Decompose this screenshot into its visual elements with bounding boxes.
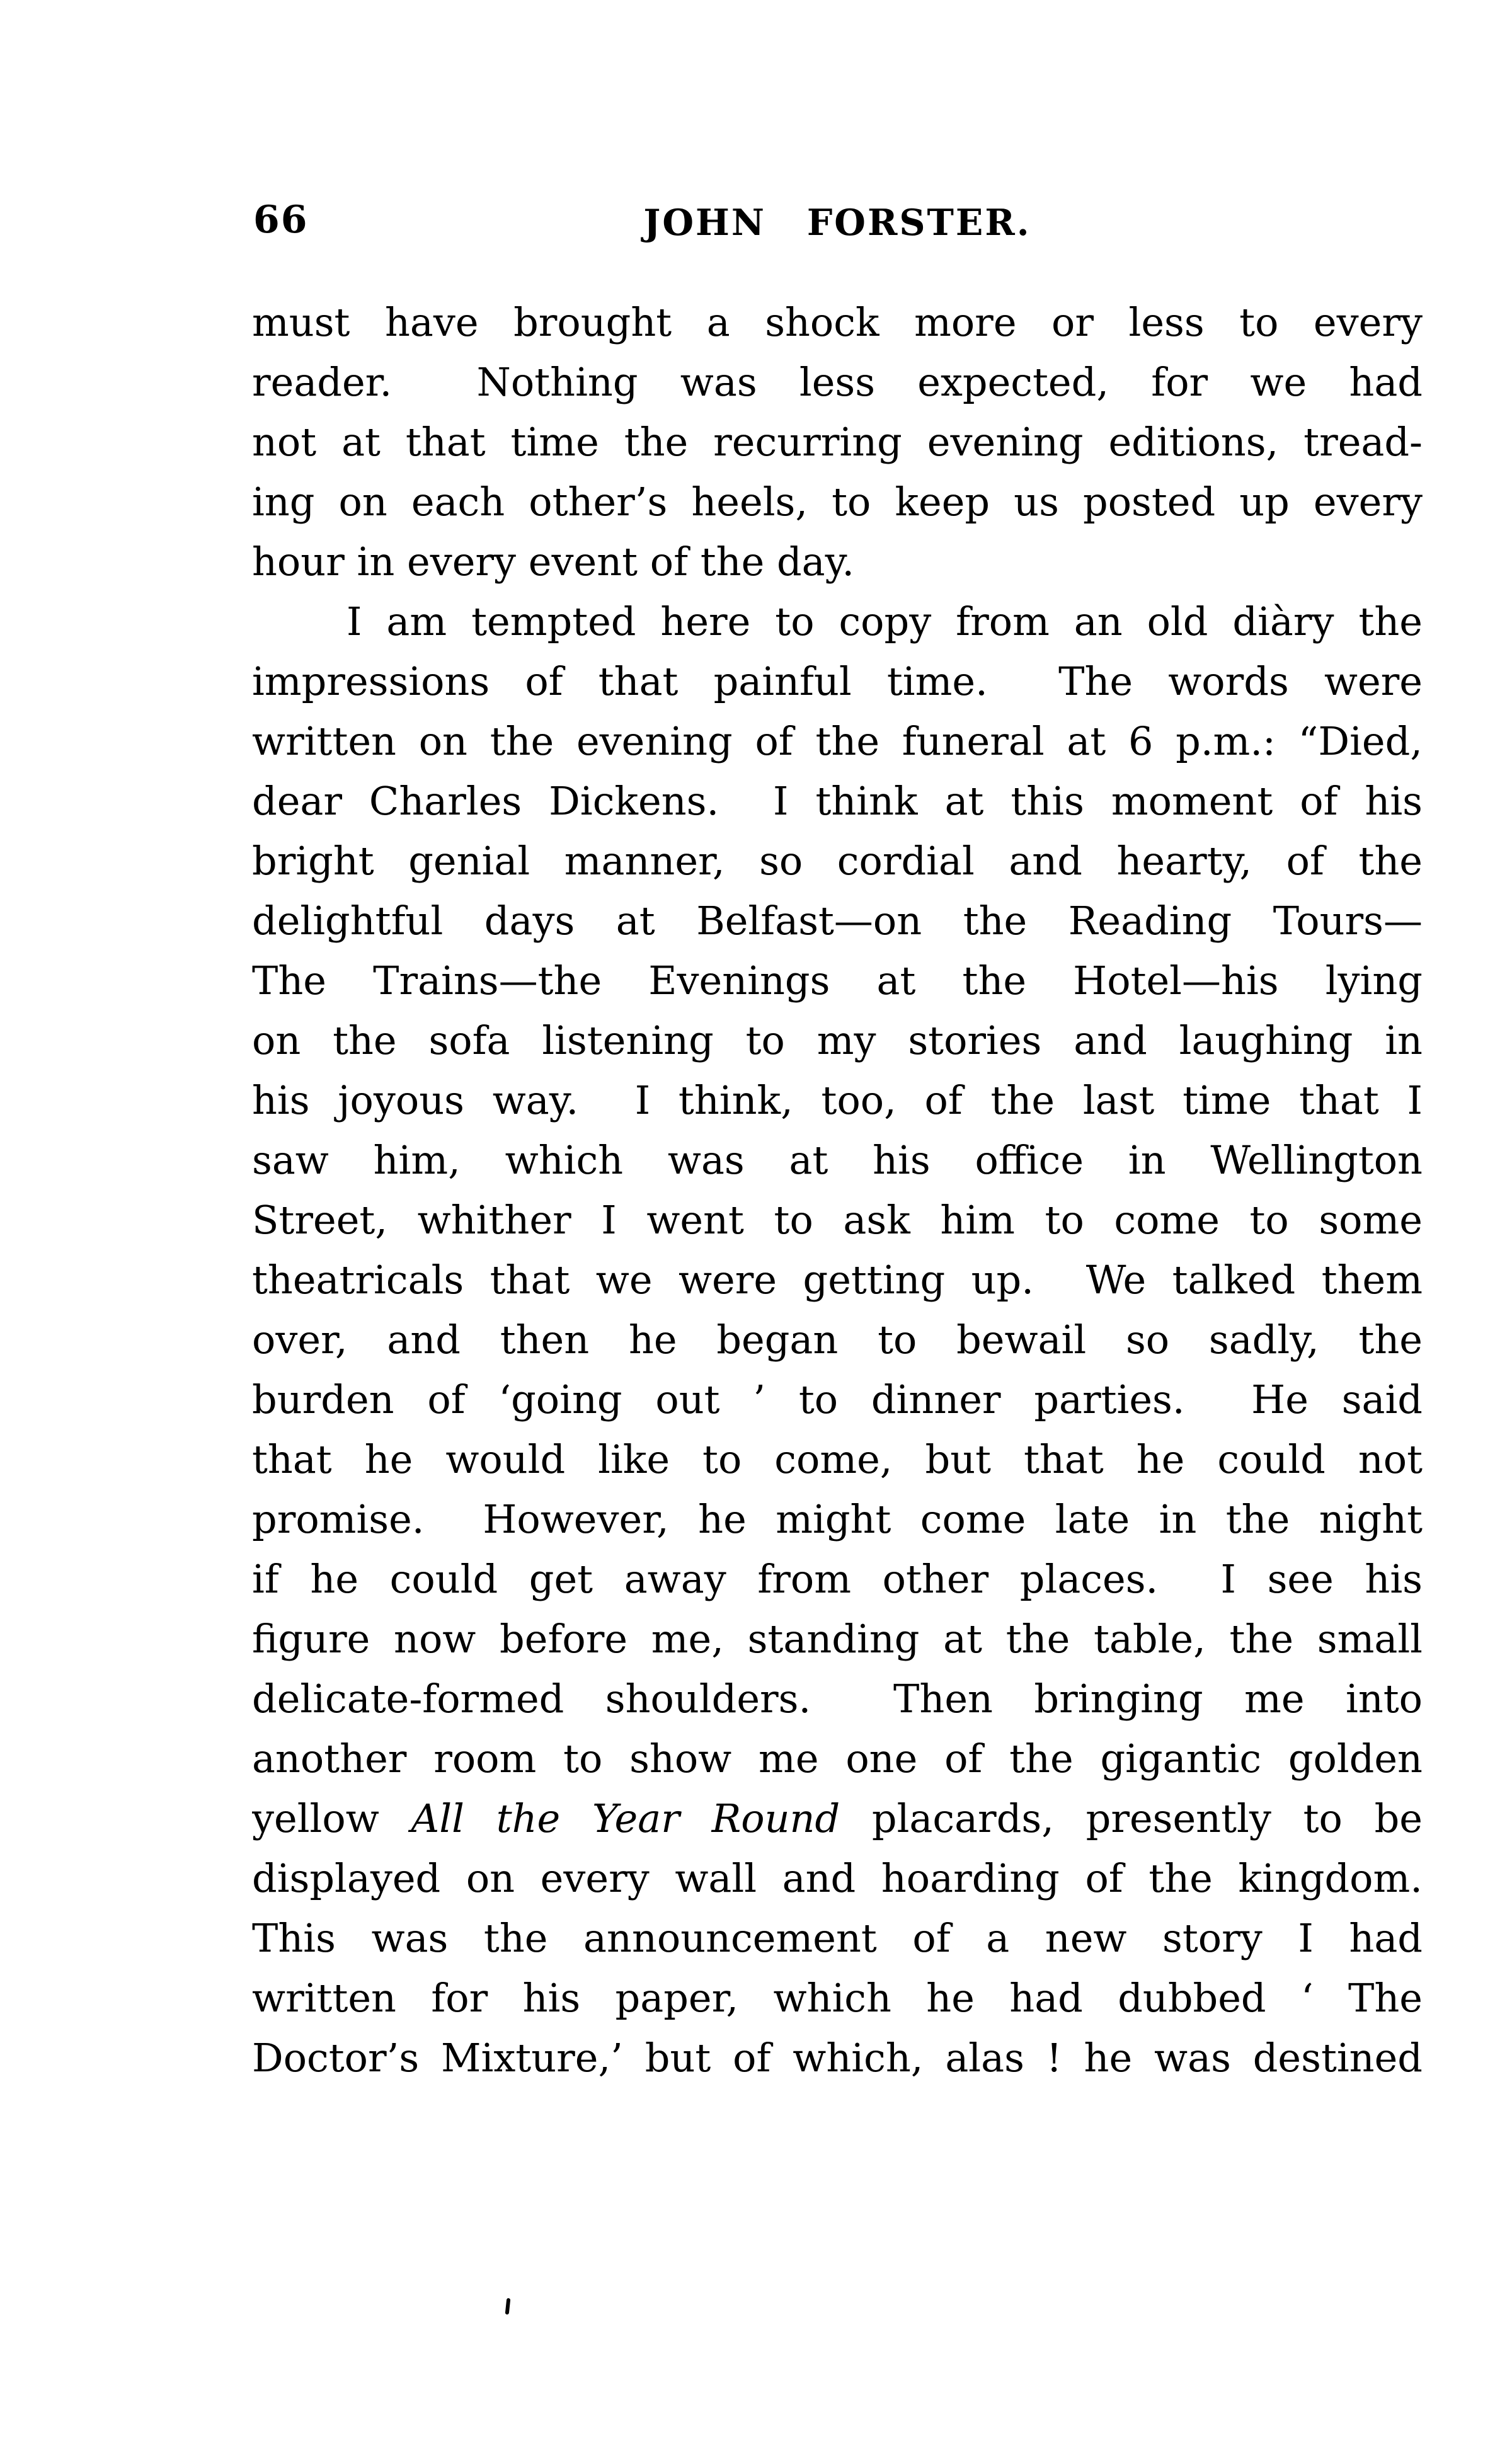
text-line: This was the announcement of a new story I had [252, 1915, 1423, 1961]
text-line: dear Charles Dickens. I think at this moment of his [252, 778, 1423, 824]
text-line: another room to show me one of the gigantic golden [252, 1736, 1423, 1782]
text-line: impressions of that painful time. The words were [252, 658, 1423, 704]
book-title-italic: All the Year Round [411, 1795, 840, 1841]
text-run: yellow [252, 1795, 411, 1841]
text-line: bright genial manner, so cordial and hearty, of the [252, 838, 1423, 884]
text-line: theatricals that we were getting up. We talked them [252, 1257, 1423, 1303]
text-line: written on the evening of the funeral at 6 p.m.: “Died, [252, 718, 1423, 764]
stray-ink-mark [505, 2298, 511, 2315]
text-line: Street, whither I went to ask him to come to some [252, 1197, 1423, 1243]
body-text [252, 292, 1423, 2088]
text-line-paragraph-end: hour in every event of the day. [252, 539, 855, 585]
text-line: reader. Nothing was less expected, for we had [252, 359, 1423, 405]
text-line: The Trains—the Evenings at the Hotel—his lying [252, 958, 1423, 1004]
text-line: displayed on every wall and hoarding of the kingdom. [252, 1855, 1423, 1901]
text-line: over, and then he began to bewail so sadly, the [252, 1317, 1423, 1363]
text-line: Doctor’s Mixture,’ but of which, alas ! he was destined [252, 2035, 1423, 2081]
text-line: ing on each other’s heels, to keep us posted up every [252, 479, 1423, 525]
text-line: figure now before me, standing at the table, the small [252, 1616, 1423, 1662]
running-title: JOHN FORSTER. [643, 202, 1031, 244]
text-line: his joyous way. I think, too, of the last time that I [252, 1077, 1423, 1123]
text-line: burden of ‘going out ’ to dinner parties. He said [252, 1376, 1423, 1422]
text-line: promise. However, he might come late in the night [252, 1496, 1423, 1542]
text-line-paragraph-start: I am tempted here to copy from an old diàry the [346, 598, 1423, 644]
text-line: delightful days at Belfast—on the Reading Tours— [252, 898, 1423, 944]
text-line: if he could get away from other places. I see his [252, 1556, 1423, 1602]
text-line: must have brought a shock more or less to every [252, 299, 1423, 345]
text-line: on the sofa listening to my stories and laughing in [252, 1017, 1423, 1063]
text-line: that he would like to come, but that he could not [252, 1436, 1423, 1482]
text-line: delicate-formed shoulders. Then bringing me into [252, 1676, 1423, 1722]
text-line [252, 1788, 1423, 1848]
text-line: written for his paper, which he had dubbed ‘ The [252, 1975, 1423, 2021]
text-run: placards, presently to be [840, 1795, 1423, 1841]
text-line: saw him, which was at his office in Wellington [252, 1137, 1423, 1183]
text-line: not at that time the recurring evening editions, tread- [252, 419, 1423, 465]
page-number: 66 [253, 198, 309, 242]
